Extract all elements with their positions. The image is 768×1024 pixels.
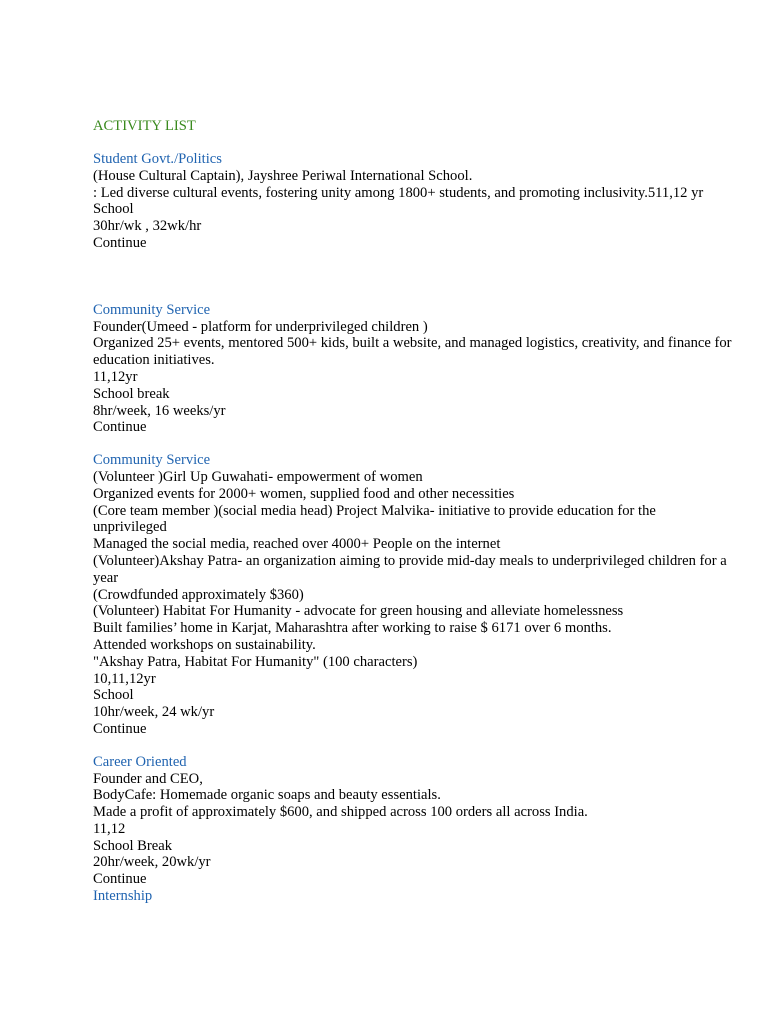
section-student-govt: [93, 151, 733, 252]
section-community-service-2: [93, 452, 733, 738]
section-career-oriented: [93, 754, 733, 888]
section-internship: [93, 888, 733, 905]
section-line: 20hr/week, 20wk/yr: [93, 854, 211, 871]
section-community-service-1: [93, 302, 733, 436]
section-line: 11,12yr: [93, 368, 138, 385]
section-line: School: [93, 687, 134, 704]
activity-list-document: [93, 118, 733, 905]
section-line: Organized 25+ events, mentored 500+ kids, built a website, and managed logistics, creativity, and finance for education initiatives.: [93, 335, 732, 369]
section-line: Founder(Umeed - platform for underprivileged children ): [93, 318, 428, 335]
section-line: (Crowdfunded approximately $360): [93, 586, 304, 603]
section-heading: Internship: [93, 888, 153, 905]
section-line: Managed the social media, reached over 4000+ People on the internet: [93, 536, 501, 553]
section-line: (Volunteer )Girl Up Guwahati- empowerment of women: [93, 468, 423, 485]
section-heading: Student Govt./Politics: [93, 151, 222, 167]
section-heading: Career Oriented: [93, 753, 187, 770]
document-title: ACTIVITY LIST: [93, 118, 196, 134]
section-line: Organized events for 2000+ women, supplied food and other necessities: [93, 485, 515, 502]
section-line: BodyCafe: Homemade organic soaps and beauty essentials.: [93, 787, 441, 804]
section-line: Continue: [93, 871, 147, 888]
section-line: School Break: [93, 837, 173, 854]
section-line: Built families’ home in Karjat, Maharashtra after working to raise $ 6171 over 6 months.: [93, 620, 612, 637]
section-line: "Akshay Patra, Habitat For Humanity" (100 characters): [93, 653, 418, 670]
spacer: [93, 436, 733, 452]
section-line: Continue: [93, 234, 147, 251]
section-line: (House Cultural Captain), Jayshree Periwal International School.: [93, 167, 473, 184]
spacer: [93, 252, 733, 302]
section-heading: Community Service: [93, 301, 211, 318]
section-line: School: [93, 201, 134, 218]
section-line: 30hr/wk , 32wk/hr: [93, 218, 202, 235]
section-line: : Led diverse cultural events, fostering unity among 1800+ students, and promoting inclusivity.511,12 yr: [93, 184, 704, 201]
section-line: Continue: [93, 419, 147, 436]
section-line: 10,11,12yr: [93, 670, 156, 687]
section-line: Attended workshops on sustainability.: [93, 636, 316, 653]
section-line: (Core team member )(social media head) Project Malvika- initiative to provide education for the unprivileged: [93, 502, 656, 536]
section-line: Founder and CEO,: [93, 770, 203, 787]
section-line: Continue: [93, 720, 147, 737]
section-line: Made a profit of approximately $600, and shipped across 100 orders all across India.: [93, 804, 588, 821]
section-line: 8hr/week, 16 weeks/yr: [93, 402, 226, 419]
section-line: 11,12: [93, 820, 126, 837]
spacer: [93, 738, 733, 754]
section-line: (Volunteer)Akshay Patra- an organization aiming to provide mid-day meals to underprivileged children for a year: [93, 552, 727, 586]
section-line: School break: [93, 385, 170, 402]
section-line: (Volunteer) Habitat For Humanity - advocate for green housing and alleviate homelessness: [93, 603, 624, 620]
spacer: [93, 135, 733, 151]
section-heading: Community Service: [93, 452, 211, 469]
section-line: 10hr/week, 24 wk/yr: [93, 704, 215, 721]
